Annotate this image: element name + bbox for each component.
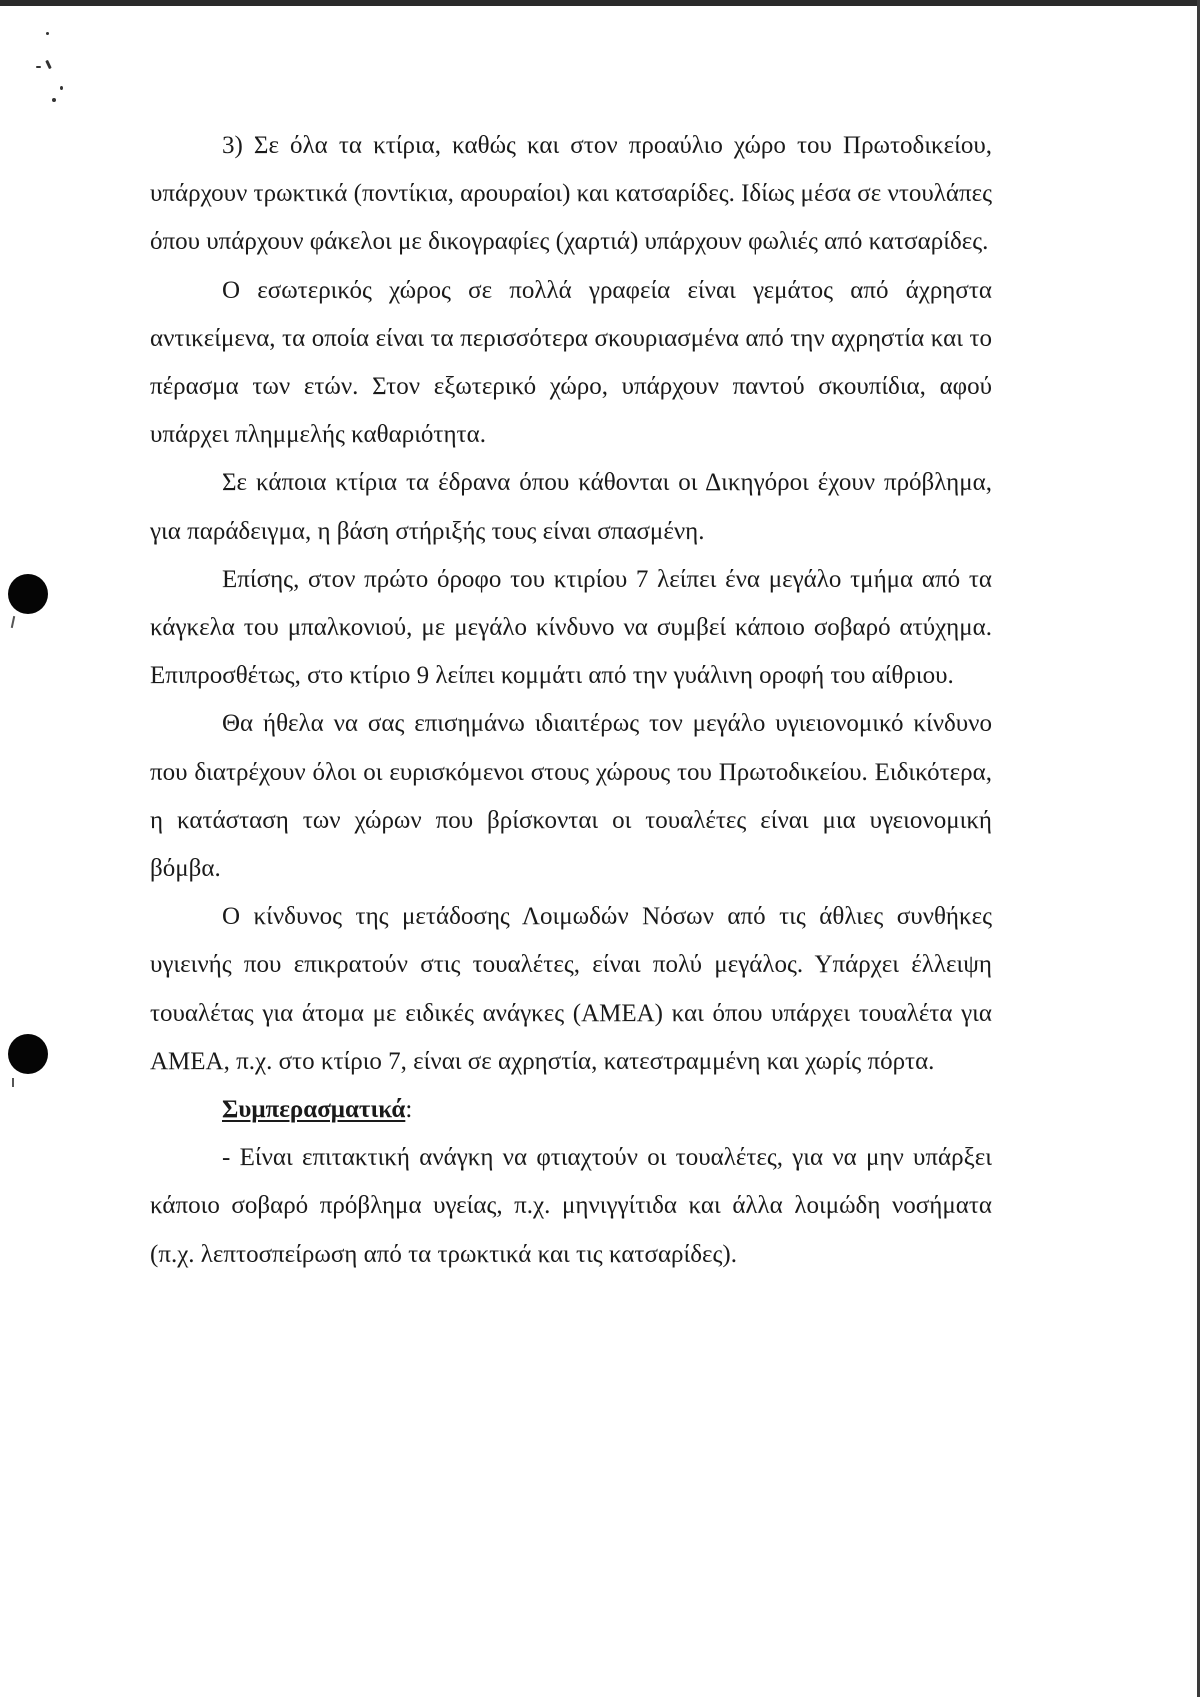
conclusion-heading-line bbox=[150, 1086, 992, 1134]
punch-hole-lower bbox=[8, 1034, 48, 1074]
conclusion-heading-colon: : bbox=[405, 1096, 413, 1124]
punch-hole-upper bbox=[8, 574, 48, 614]
punch-hole-mark bbox=[12, 1078, 14, 1087]
paragraph-rodents: 3) Σε όλα τα κτίρια, καθώς και στον προαύλιο χώρο του Πρωτοδικείου, υπάρχουν τρωκτικά (ποντίκια, αρουραίοι) και κατσαρίδες. Ιδίως μέσα σε ντουλάπες όπου υπάρχουν φάκελοι με δικογραφίες (χαρτιά) υπάρχουν φωλιές από κατσαρίδες. bbox=[150, 132, 992, 256]
paragraph-toilets: Ο κίνδυνος της μετάδοσης Λοιμωδών Νόσων από τις άθλιες συνθήκες υγιεινής που επικρατούν στις τουαλέτες, είναι πολύ μεγάλος. Υπάρχει έλλειψη τουαλέτας για άτομα με ειδικές ανάγκες (ΑΜΕΑ) και όπου υπάρχει τουαλέτα για ΑΜΕΑ, π.χ. στο κτίριο 7, είναι σε αχρηστία, κατεστραμμένη και χωρίς πόρτα. bbox=[150, 903, 992, 1075]
scan-speck bbox=[36, 66, 41, 68]
punch-hole-mark bbox=[11, 616, 15, 628]
scan-border-top bbox=[0, 0, 1200, 6]
scan-speck bbox=[60, 86, 63, 90]
paragraph-benches: Σε κάποια κτίρια τα έδρανα όπου κάθονται οι Δικηγόροι έχουν πρόβλημα, για παράδειγμα, η βάση στήριξής τους είναι σπασμένη. bbox=[150, 469, 992, 545]
paragraph-health-risk: Θα ήθελα να σας επισημάνω ιδιαιτέρως τον μεγάλο υγιειονομικό κίνδυνο που διατρέχουν όλοι οι ευρισκόμενοι στους χώρους του Πρωτοδικείου. Ειδικότερα, η κατάσταση των χώρων που βρίσκονται οι τουαλέτες είναι μια υγειονομική βόμβα. bbox=[150, 710, 992, 883]
conclusion-heading: Συμπερασματικά bbox=[222, 1096, 406, 1124]
scan-speck bbox=[45, 60, 52, 69]
paragraph-conclusion: - Είναι επιτακτική ανάγκη να φτιαχτούν οι τουαλέτες, για να μην υπάρξει κάποιο σοβαρό πρόβλημα υγείας, π.χ. μηνιγγίτιδα και άλλα λοιμώδη νοσήματα (π.χ. λεπτοσπείρωση από τα τρωκτικά και τις κατσαρίδες). bbox=[150, 1144, 992, 1268]
paragraph-interior-clutter: Ο εσωτερικός χώρος σε πολλά γραφεία είναι γεμάτος από άχρηστα αντικείμενα, τα οποία είναι τα περισσότερα σκουριασμένα από την αχρηστία και το πέρασμα των ετών. Στον εξωτερικό χώρο, υπάρχουν παντού σκουπίδια, αφού υπάρχει πλημμελής καθαριότητα. bbox=[150, 276, 992, 449]
scan-speck bbox=[46, 32, 49, 35]
paragraph-balcony-railings: Επίσης, στον πρώτο όροφο του κτιρίου 7 λείπει ένα μεγάλο τμήμα από τα κάγκελα του μπαλκονιού, με μεγάλο κίνδυνο να συμβεί κάποιο σοβαρό ατύχημα. Επιπροσθέτως, στο κτίριο 9 λείπει κομμάτι από την γυάλινη οροφή του αίθριου. bbox=[150, 565, 992, 690]
scan-speck bbox=[52, 98, 56, 102]
document-body bbox=[150, 122, 992, 1279]
